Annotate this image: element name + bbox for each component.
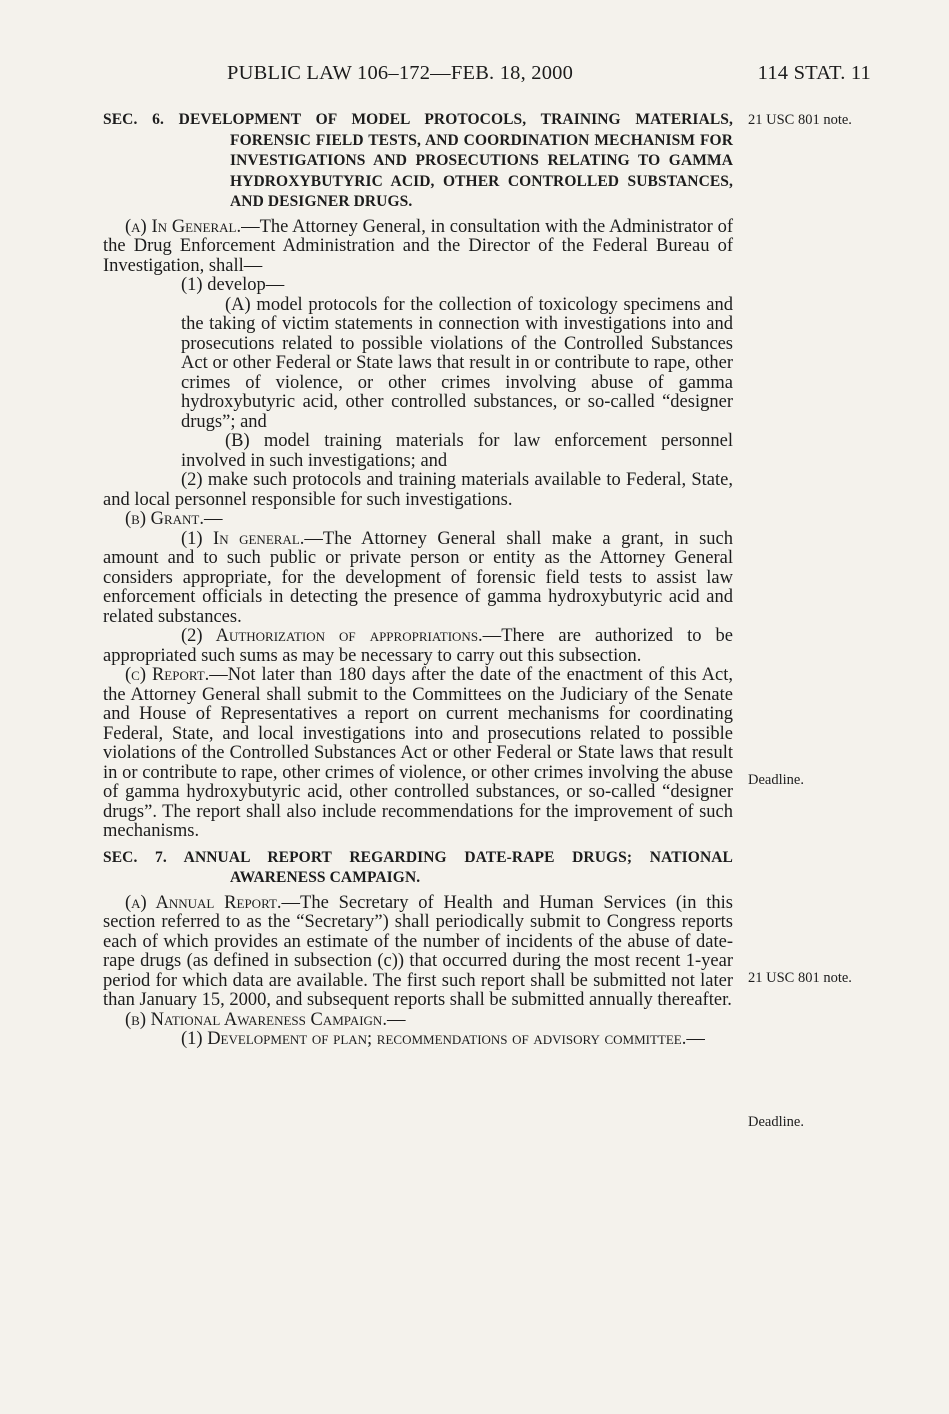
section-7-heading [103, 848, 733, 889]
sec6-a1: (1) develop— [181, 275, 285, 295]
sec7-a-label: (a) Annual Report.— [125, 892, 301, 913]
section-7-number: SEC. 7. [103, 848, 167, 866]
sec6-a-label: (a) In General.— [125, 216, 260, 237]
sec6-b2-label: (2) Authorization of appropriations.— [181, 626, 502, 646]
sec6-a2: (2) make such protocols and training materials available to Federal, State, and local personnel responsible for such investigations. [103, 470, 733, 510]
sec7-b1-label: (1) Development of plan; recommendations of advisory committee.— [181, 1029, 705, 1049]
margin-note-deadline-2: Deadline. [748, 1114, 804, 1130]
header-law-citation: PUBLIC LAW 106–172—FEB. 18, 2000 [227, 62, 574, 84]
sec6-c-label: (c) Report.— [125, 665, 228, 685]
header-stat-page: 114 STAT. 11 [757, 62, 871, 84]
margin-note-deadline-1: Deadline. [748, 772, 804, 788]
main-text-column [103, 110, 733, 1050]
sec6-b1 [103, 530, 733, 628]
sec6-subsection-b [103, 510, 733, 530]
margin-note-sec6-usc: 21 USC 801 note. [748, 112, 852, 128]
sec7-subsection-b [103, 1011, 733, 1031]
sec6-a1A: (A) model protocols for the collection of toxicology specimens and the taking of victim statements in connection with investigations into and prosecutions related to possible violations of the Controlled Substances Act or other Federal or State laws that result in or contribute to rape, other crimes of violence, or other crimes involving abuse of gamma hydroxybutyric acid, other controlled substances, or so-called “designer drugs”; and [181, 294, 733, 432]
sec6-b1-text: The Attorney General shall make a grant, in such amount and to such public or private person or entity as the Attorney General considers appropriate, for the development of forensic field tests to assist law enforcement officials in detecting the presence of gamma hydroxybutyric acid and related substances. [103, 528, 734, 627]
sec6-b1-label: (1) In general.— [181, 528, 323, 549]
section-7-title: ANNUAL REPORT REGARDING DATE-RAPE DRUGS; NATIONAL AWARENESS CAMPAIGN. [183, 848, 733, 886]
section-6-title: DEVELOPMENT OF MODEL PROTOCOLS, TRAINING MATERIALS, FORENSIC FIELD TESTS, AND COORDINATION MECHANISM FOR INVESTIGATIONS AND PROSECUTIONS RELATING TO GAMMA HYDROXYBUTYRIC ACID, OTHER CONTROLLED SUBSTANCES, AND DESIGNER DRUGS. [178, 111, 733, 210]
section-6-number: SEC. 6. [103, 111, 164, 128]
section-6-heading [103, 110, 733, 213]
sec7-a-text: The Secretary of Health and Human Services (in this section referred to as the “Secretary”) shall periodically submit to Congress reports each of which provides an estimate of the number of incidents of the abuse of date-rape drugs (as defined in subsection (c)) that occurred during the most recent 1-year period for which data are available. The first such report shall be submitted not later than January 15, 2000, and subsequent reports shall be submitted annually thereafter. [103, 892, 733, 1010]
sec6-subsection-a [103, 218, 733, 277]
margin-note-sec7-usc: 21 USC 801 note. [748, 970, 852, 986]
sec6-subsection-c [103, 666, 733, 842]
sec6-c-text: Not later than 180 days after the date of the enactment of this Act, the Attorney General shall submit to the Committees on the Judiciary of the Senate and House of Representatives a report on current mechanisms for coordinating Federal, State, and local investigations into and prosecutions related to possible violations of the Controlled Substances Act or other Federal or State laws that result in or contribute to rape, other crimes of violence, or other crimes involving the abuse of gamma hydroxybutyric acid, other controlled substances, or so-called “designer drugs”. The report shall also include recommendations for the improvement of such mechanisms. [103, 665, 733, 841]
sec6-b-label: (b) Grant.— [125, 509, 223, 529]
sec6-b2 [103, 627, 733, 666]
sec7-subsection-a [103, 894, 733, 1011]
sec6-a-text: The Attorney General, in consultation with the Administrator of the Drug Enforcement Administration and the Director of the Federal Bureau of Investigation, shall— [103, 216, 733, 276]
sec6-b2-text: There are authorized to be appropriated such sums as may be necessary to carry out this subsection. [103, 626, 733, 666]
sec7-b-label: (b) National Awareness Campaign.— [125, 1009, 406, 1030]
sec7-b1 [103, 1030, 733, 1050]
sec6-a1B: (B) model training materials for law enforcement personnel involved in such investigations; and [181, 431, 733, 471]
